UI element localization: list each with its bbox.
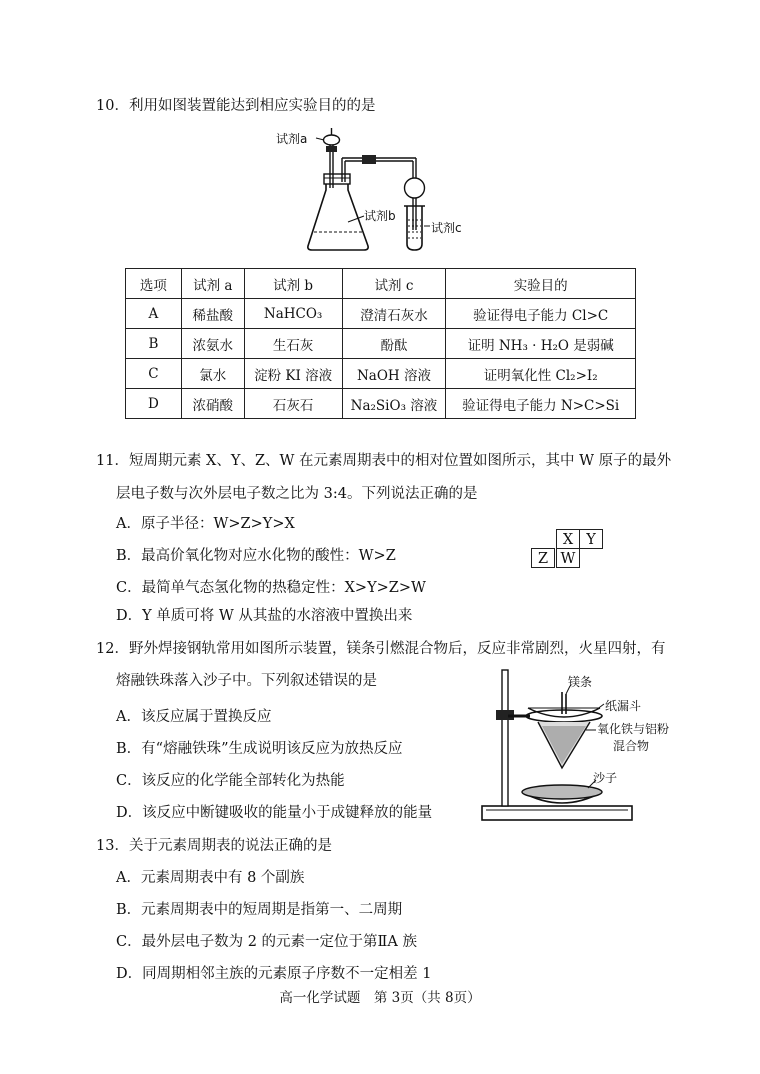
table-cell: 澄清石灰水	[342, 299, 446, 329]
q11-option-a: A．原子半径：W>Z>Y>X	[116, 516, 295, 532]
table-cell: NaOH 溶液	[342, 359, 446, 389]
table-cell: 生石灰	[244, 329, 342, 359]
table-cell: Na₂SiO₃ 溶液	[342, 389, 446, 419]
label-mg-strip: 镁条	[568, 675, 593, 689]
table-cell: 证明 NH₃ · H₂O 是弱碱	[446, 329, 636, 359]
grid-cell-y: Y	[579, 529, 603, 549]
table-header: 选项	[126, 269, 182, 299]
table-header: 试剂 a	[181, 269, 244, 299]
q11-stem-line1: 11．短周期元素 X、Y、Z、W 在元素周期表中的相对位置如图所示，其中 W 原子的最外	[96, 453, 672, 469]
table-cell: 酚酞	[342, 329, 446, 359]
table-cell: 淀粉 KI 溶液	[244, 359, 342, 389]
grid-cell-w: W	[556, 548, 580, 568]
table-row	[126, 299, 636, 329]
q12-option-b: B．有“熔融铁珠”生成说明该反应为放热反应	[116, 741, 403, 757]
table-row	[126, 329, 636, 359]
q12-option-d: D．该反应中断键吸收的能量小于成键释放的能量	[116, 805, 433, 821]
q13-option-b: B．元素周期表中的短周期是指第一、二周期	[116, 902, 403, 918]
table-row	[126, 389, 636, 419]
grid-cell-z: Z	[531, 548, 555, 568]
table-cell: 浓硝酸	[181, 389, 244, 419]
table-cell: D	[126, 389, 182, 419]
table-header-row	[126, 269, 636, 299]
table-cell: 验证得电子能力 N>C>Si	[446, 389, 636, 419]
table-cell: 验证得电子能力 Cl>C	[446, 299, 636, 329]
table-header: 实验目的	[446, 269, 636, 299]
label-sand: 沙子	[593, 771, 618, 785]
label-reagent-c: 试剂c	[431, 221, 462, 235]
table-header: 试剂 c	[342, 269, 446, 299]
q13-option-c: C．最外层电子数为 2 的元素一定位于第ⅡA 族	[116, 934, 417, 950]
label-reagent-a: 试剂a	[276, 132, 308, 146]
q12-stem-line2: 熔融铁珠落入沙子中。下列叙述错误的是	[116, 673, 377, 689]
label-reagent-b: 试剂b	[364, 209, 396, 223]
q11-stem-line2: 层电子数与次外层电子数之比为 3:4。下列说法正确的是	[116, 486, 478, 502]
table-cell: 证明氧化性 Cl₂>I₂	[446, 359, 636, 389]
table-cell: 石灰石	[244, 389, 342, 419]
q13-option-d: D．同周期相邻主族的元素原子序数不一定相差 1	[116, 966, 432, 982]
table-row	[126, 359, 636, 389]
table-cell: A	[126, 299, 182, 329]
label-paper-funnel: 纸漏斗	[605, 699, 642, 713]
q12-option-a: A．该反应属于置换反应	[116, 709, 272, 725]
table-cell: B	[126, 329, 182, 359]
q12-option-c: C．该反应的化学能全部转化为热能	[116, 773, 345, 789]
grid-cell-x: X	[556, 529, 580, 549]
table-cell: NaHCO₃	[244, 299, 342, 329]
label-mixture-line2: 混合物	[613, 739, 650, 753]
q10-stem: 10．利用如图装置能达到相应实验目的的是	[96, 98, 376, 114]
q11-option-d: D．Y 单质可将 W 从其盐的水溶液中置换出来	[116, 608, 413, 624]
table-cell: 稀盐酸	[181, 299, 244, 329]
page-footer: 高一化学试题 第 3页（共 8页）	[279, 990, 481, 1006]
table-cell: 氯水	[181, 359, 244, 389]
q11-option-b: B．最高价氧化物对应水化物的酸性：W>Z	[116, 548, 396, 564]
table-cell: 浓氨水	[181, 329, 244, 359]
table-header: 试剂 b	[244, 269, 342, 299]
label-mixture-line1: 氧化铁与铝粉	[597, 722, 670, 736]
q12-stem-line1: 12．野外焊接钢轨常用如图所示装置，镁条引燃混合物后，反应非常剧烈，火星四射，有	[96, 641, 666, 657]
q13-stem: 13．关于元素周期表的说法正确的是	[96, 838, 332, 854]
q10-table	[125, 268, 636, 419]
q11-option-c: C．最简单气态氢化物的热稳定性：X>Y>Z>W	[116, 580, 426, 596]
q13-option-a: A．元素周期表中有 8 个副族	[116, 870, 305, 886]
table-cell: C	[126, 359, 182, 389]
